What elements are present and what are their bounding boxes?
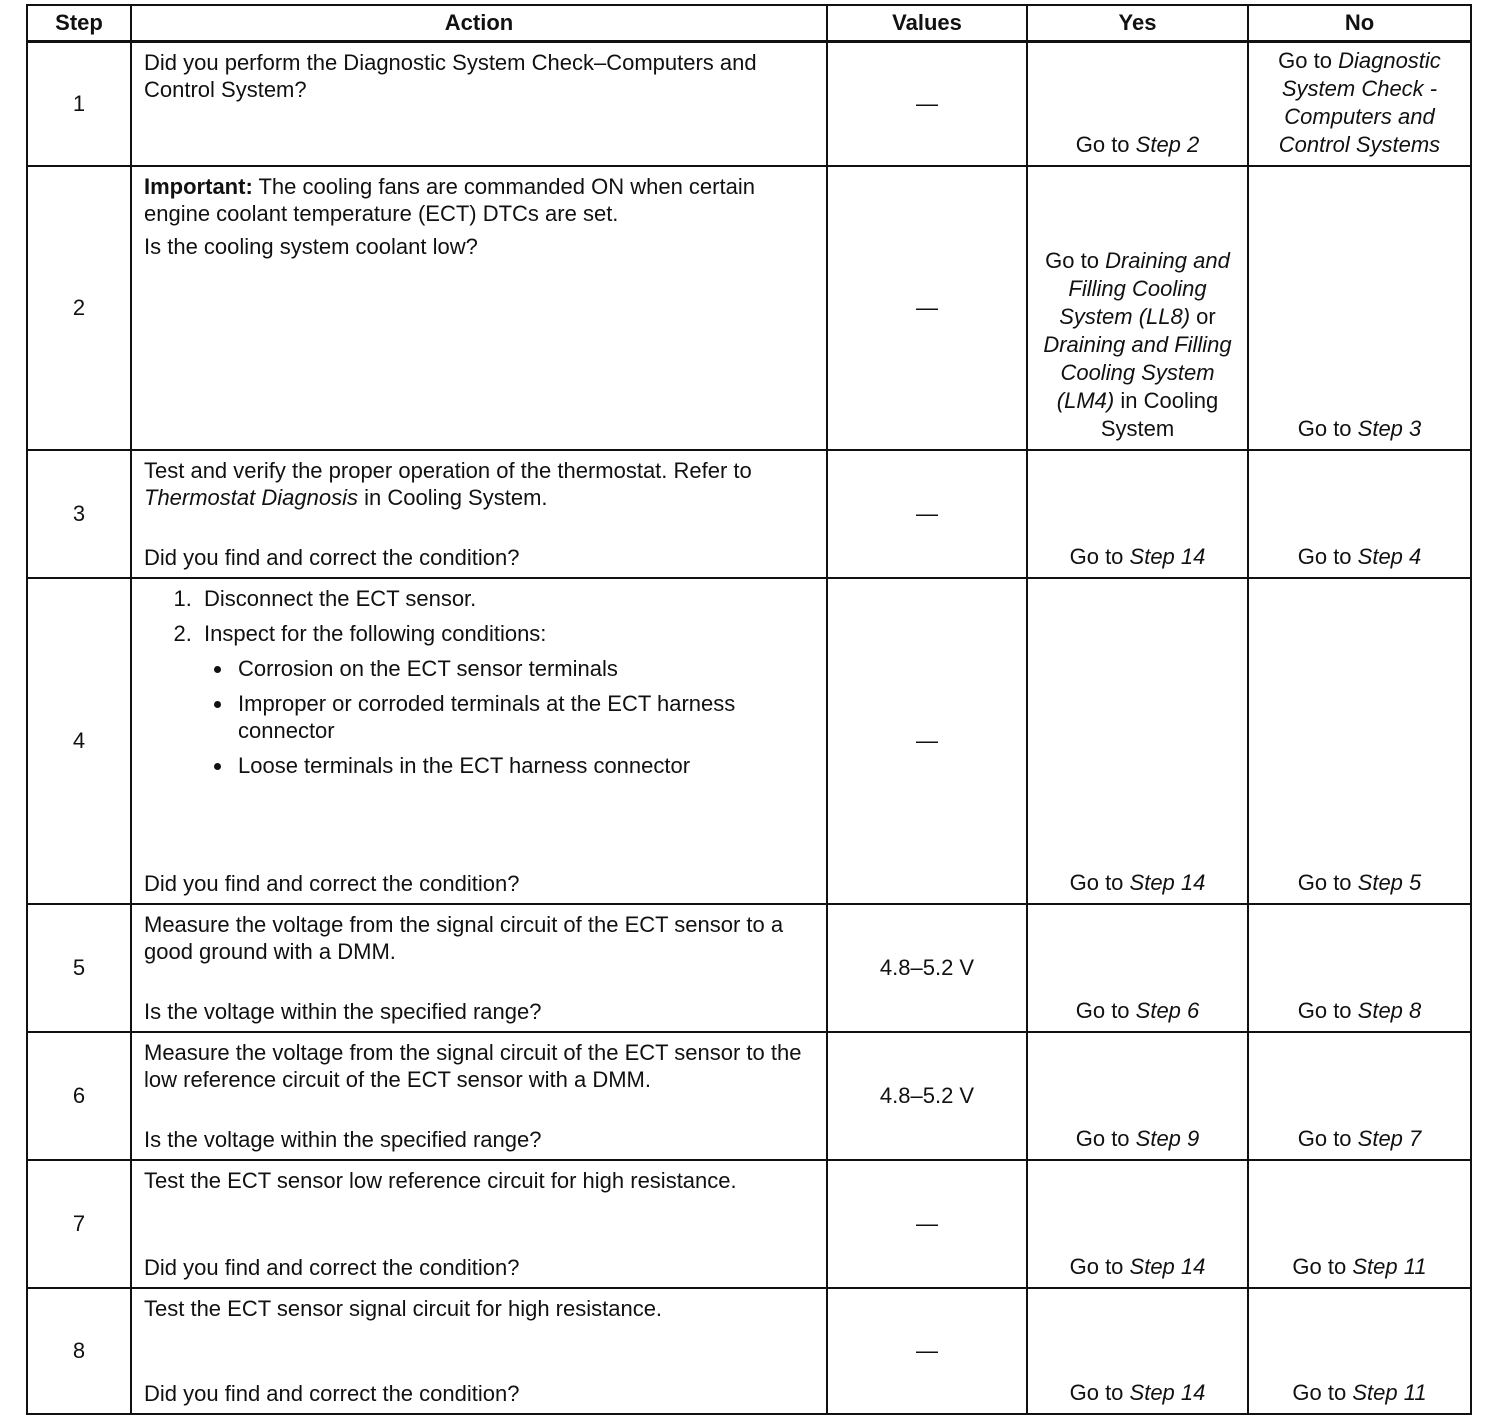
table-row [27,578,1471,904]
header-step: Step [27,5,131,42]
no-prefix: Go to [1297,416,1358,441]
table-row [27,166,1471,450]
table-row [27,1288,1471,1414]
no-link[interactable]: Step 3 [1357,416,1422,441]
yes-link[interactable]: Step 14 [1129,1380,1206,1405]
value-cell: — [827,42,1027,167]
action-cell [131,1160,827,1288]
yes-prefix: Go to [1069,544,1130,569]
action-question: Is the voltage within the specified range? [144,1127,542,1152]
table-row [27,904,1471,1032]
action-text: Measure the voltage from the signal circuit of the ECT sensor to a good ground with a DMM. [144,912,784,964]
condition-list [204,655,814,779]
no-cell [1248,1032,1471,1160]
yes-link[interactable]: Step 14 [1129,870,1206,895]
step-number: 6 [27,1032,131,1160]
no-link[interactable]: Diagnostic System Check - Computers and Control Systems [1278,48,1441,157]
action-text: Measure the voltage from the signal circuit of the ECT sensor to the low reference circuit of the ECT sensor with a DMM. [144,1040,802,1092]
header-action: Action [131,5,827,42]
yes-cell [1027,166,1248,450]
action-text-end: in Cooling System. [357,485,548,510]
procedure-item-text: Inspect for the following conditions: [204,621,547,646]
action-cell [131,450,827,578]
yes-cell [1027,1032,1248,1160]
value-cell: — [827,578,1027,904]
table-row [27,450,1471,578]
no-cell [1248,904,1471,1032]
yes-link[interactable]: Step 6 [1135,998,1200,1023]
action-question: Did you find and correct the condition? [144,1381,520,1406]
no-cell [1248,166,1471,450]
action-question: Is the cooling system coolant low? [144,234,478,259]
yes-link[interactable]: Step 14 [1129,1254,1206,1279]
action-cell [131,904,827,1032]
procedure-item: 1. Disconnect the ECT sensor. [198,585,814,612]
yes-link[interactable]: Step 9 [1135,1126,1200,1151]
value-cell: — [827,450,1027,578]
header-row [27,5,1471,42]
condition-item: • Loose terminals in the ECT harness connector [234,752,814,779]
action-cell [131,1032,827,1160]
value-cell: — [827,1288,1027,1414]
no-link[interactable]: Step 7 [1357,1126,1422,1151]
no-cell [1248,578,1471,904]
action-question: Is the voltage within the specified range? [144,999,542,1024]
action-cell [131,578,827,904]
table-row [27,42,1471,167]
action-cell [131,166,827,450]
yes-link-2[interactable]: Draining and Filling Cooling System (LM4) [1043,332,1232,413]
value-cell: — [827,166,1027,450]
yes-prefix: Go to [1045,248,1106,273]
table-row [27,1032,1471,1160]
action-reference-link[interactable]: Thermostat Diagnosis [144,485,358,510]
no-link[interactable]: Step 4 [1357,544,1422,569]
action-text: Test the ECT sensor signal circuit for high resistance. [144,1296,663,1321]
no-cell [1248,450,1471,578]
action-question: Did you find and correct the condition? [144,871,520,896]
action-question: Did you find and correct the condition? [144,1255,520,1280]
action-question: Did you find and correct the condition? [144,545,520,570]
yes-prefix: Go to [1075,1126,1136,1151]
no-prefix: Go to [1297,998,1358,1023]
header-values: Values [827,5,1027,42]
yes-prefix: Go to [1069,1254,1130,1279]
yes-cell [1027,578,1248,904]
yes-prefix: Go to [1069,1380,1130,1405]
yes-cell [1027,450,1248,578]
header-yes: Yes [1027,5,1248,42]
yes-prefix: Go to [1075,998,1136,1023]
yes-link[interactable]: Step 14 [1129,544,1206,569]
procedure-item [198,620,814,779]
no-prefix: Go to [1297,544,1358,569]
step-number: 1 [27,42,131,167]
step-number: 4 [27,578,131,904]
diagnostic-table [26,4,1472,1415]
no-prefix: Go to [1297,870,1358,895]
step-number: 3 [27,450,131,578]
value-cell: 4.8–5.2 V [827,904,1027,1032]
step-number: 7 [27,1160,131,1288]
yes-prefix: Go to [1069,870,1130,895]
table-row [27,1160,1471,1288]
action-text: Test and verify the proper operation of the thermostat. Refer to [144,458,752,483]
yes-cell [1027,1160,1248,1288]
no-cell [1248,1160,1471,1288]
action-cell [131,1288,827,1414]
important-text: The cooling fans are commanded ON when certain engine coolant temperature (ECT) DTCs are set. [144,174,755,226]
no-prefix: Go to [1297,1126,1358,1151]
important-label: Important: [144,174,253,199]
yes-prefix: Go to [1075,132,1136,157]
step-number: 2 [27,166,131,450]
yes-link[interactable]: Draining and Filling Cooling System (LL8) [1059,248,1230,329]
header-no: No [1248,5,1471,42]
no-link[interactable]: Step 5 [1357,870,1422,895]
no-prefix: Go to [1292,1254,1353,1279]
yes-mid: or [1190,304,1216,329]
no-cell [1248,1288,1471,1414]
step-number: 8 [27,1288,131,1414]
no-link[interactable]: Step 11 [1352,1380,1427,1405]
step-number: 5 [27,904,131,1032]
no-link[interactable]: Step 8 [1357,998,1422,1023]
condition-item: • Improper or corroded terminals at the ECT harness connector [234,690,814,744]
value-cell: — [827,1160,1027,1288]
yes-link[interactable]: Step 2 [1135,132,1200,157]
value-cell: 4.8–5.2 V [827,1032,1027,1160]
yes-suffix: in Cooling System [1100,388,1219,441]
yes-cell [1027,42,1248,167]
no-prefix: Go to [1278,48,1339,73]
procedure-list [144,585,814,787]
condition-item: • Corrosion on the ECT sensor terminals [234,655,814,682]
no-prefix: Go to [1292,1380,1353,1405]
action-text: Did you perform the Diagnostic System Check–Computers and Control System? [144,50,757,102]
action-text: Test the ECT sensor low reference circuit for high resistance. [144,1168,737,1193]
action-cell [131,42,827,167]
no-link[interactable]: Step 11 [1352,1254,1427,1279]
yes-cell [1027,904,1248,1032]
no-cell [1248,42,1471,167]
yes-cell [1027,1288,1248,1414]
